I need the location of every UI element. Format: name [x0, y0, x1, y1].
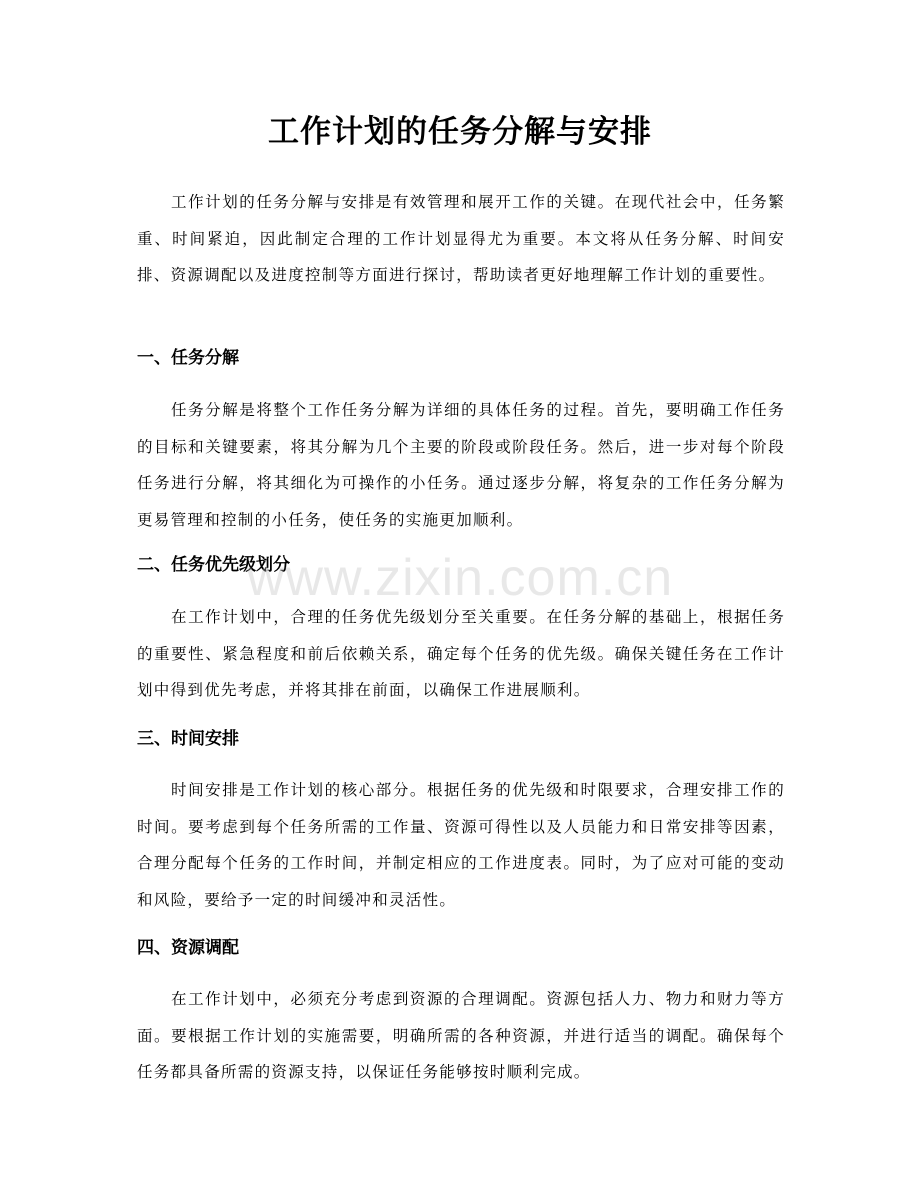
- section-heading-task-breakdown: 一、任务分解: [137, 348, 239, 368]
- intro-paragraph: 工作计划的任务分解与安排是有效管理和展开工作的关键。在现代社会中，任务繁重、时间紧迫，因此制定合理的工作计划显得尤为重要。本文将从任务分解、时间安排、资源调配以及进度控制等方面进行探讨，帮助读者更好地理解工作计划的重要性。: [137, 193, 785, 284]
- section-heading-resource-allocation: 四、资源调配: [137, 938, 239, 958]
- section-heading-priority: 二、任务优先级划分: [137, 555, 290, 575]
- watermark: www.zixin.com.cn: [246, 549, 674, 607]
- document-title: 工作计划的任务分解与安排: [268, 114, 652, 150]
- section-body-task-breakdown: 任务分解是将整个工作任务分解为详细的具体任务的过程。首先，要明确工作任务的目标和关键要素，将其分解为几个主要的阶段或阶段任务。然后，进一步对每个阶段任务进行分解，将其细化为可操作的小任务。通过逐步分解，将复杂的工作任务分解为更易管理和控制的小任务，使任务的实施更加顺利。: [137, 401, 785, 529]
- section-body-time-arrangement: 时间安排是工作计划的核心部分。根据任务的优先级和时限要求，合理安排工作的时间。要考虑到每个任务所需的工作量、资源可得性以及人员能力和日常安排等因素，合理分配每个任务的工作时间，并制定相应的工作进度表。同时，为了应对可能的变动和风险，要给予一定的时间缓冲和灵活性。: [137, 781, 785, 909]
- section-heading-time-arrangement: 三、时间安排: [137, 729, 239, 749]
- section-body-priority: 在工作计划中，合理的任务优先级划分至关重要。在任务分解的基础上，根据任务的重要性、紧急程度和前后依赖关系，确定每个任务的优先级。确保关键任务在工作计划中得到优先考虑，并将其排在前面，以确保工作进展顺利。: [137, 608, 785, 699]
- section-body-resource-allocation: 在工作计划中，必须充分考虑到资源的合理调配。资源包括人力、物力和财力等方面。要根据工作计划的实施需要，明确所需的各种资源，并进行适当的调配。确保每个任务都具备所需的资源支持，以保证任务能够按时顺利完成。: [137, 990, 785, 1081]
